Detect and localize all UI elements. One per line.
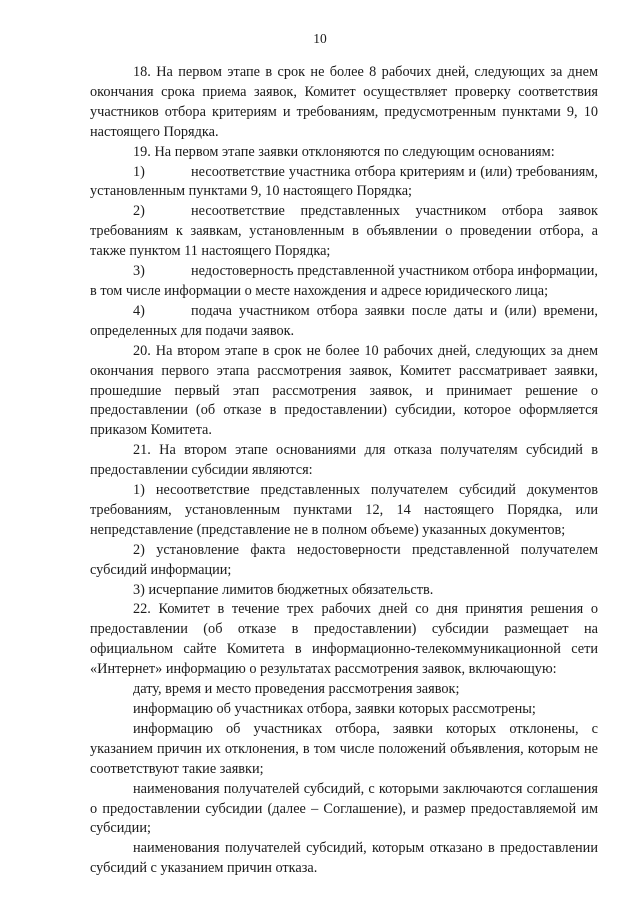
paragraph-22: 22. Комитет в течение трех рабочих дней со дня принятия решения о предоставлении (об отказе в предоставлении) субсидии размещает на официальном сайте Комитета в информационно-телекоммуникационной сети «Интернет» информацию о результатах рассмотрения заявок, включающую: [90, 601, 598, 678]
p22-item-2: информацию об участниках отбора, заявки которых рассмотрены; [133, 701, 536, 717]
page-number: 10 [313, 31, 327, 46]
p22-item-5: наименования получателей субсидий, которым отказано в предоставлении субсидий с указанием причин отказа. [90, 840, 598, 877]
p19-item-3-first-line: недостоверность представленной участником отбора информации, [191, 263, 598, 280]
p19-item-1-marker: 1) [133, 163, 145, 180]
p19-item-1-rest: установленным пунктами 9, 10 настоящего Порядка; [90, 183, 413, 200]
p19-item-4 [90, 302, 598, 342]
p19-item-3-rest: в том числе информации о месте нахождения и адресе юридического лица; [90, 282, 549, 299]
paragraph-20: 20. На втором этапе в срок не более 10 рабочих дней, следующих за днем окончания первого этапа рассмотрения заявок, Комитет рассматривает заявки, прошедшие первый этап рассмотрения заявок, и принимает решение о предоставлении (об отказе в предоставлении) субсидии, которое оформляется приказом Комитета. [90, 342, 598, 439]
p19-item-3-marker: 3) [133, 263, 145, 280]
p21-item-1: 1) несоответствие представленных получателем субсидий документов требованиям, установленным пунктами 12, 14 настоящего Порядка, или непредставление (представление не в полном объеме) указанных документов; [90, 482, 598, 538]
p19-item-4-marker: 4) [133, 302, 145, 319]
p19-item-1-first-line: несоответствие участника отбора критериям и (или) требованиям, [191, 163, 598, 180]
p19-item-4-first-line: подача участником отбора заявки после даты и (или) времени, [191, 302, 598, 319]
p22-item-1: дату, время и место проведения рассмотрения заявок; [133, 681, 460, 698]
p21-item-2: 2) установление факта недостоверности представленной получателем субсидий информации; [90, 541, 598, 578]
paragraph-18: 18. На первом этапе в срок не более 8 рабочих дней, следующих за днем окончания срока приема заявок, Комитет осуществляет проверку соответствия участников отбора критериям и требованиям, предусмотренным пунктами 9, 10 настоящего Порядка. [90, 64, 598, 140]
p19-item-4-rest: определенных для подачи заявок. [90, 322, 295, 339]
paragraph-19: 19. На первом этапе заявки отклоняются по следующим основаниям: [133, 143, 555, 160]
document-body [90, 63, 598, 879]
p19-item-2 [90, 202, 598, 262]
p22-item-4: наименования получателей субсидий, с которыми заключаются соглашения о предоставлении субсидии (далее – Соглашение), и размер предоставляемой им субсидии; [90, 780, 598, 837]
paragraph-21: 21. На втором этапе основаниями для отказа получателям субсидий в предоставлении субсидии являются: [90, 442, 598, 479]
p19-item-1 [90, 163, 598, 203]
p19-item-3 [90, 262, 598, 302]
p19-item-2-rest: требованиям к заявкам, установленным в объявлении о проведении отбора, а также пунктом 11 настоящего Порядка; [90, 223, 598, 260]
p19-item-2-first-line: несоответствие представленных участником отбора заявок [191, 203, 598, 220]
p21-item-3: 3) исчерпание лимитов бюджетных обязательств. [133, 581, 434, 598]
p19-item-2-marker: 2) [133, 203, 145, 220]
p22-item-3: информацию об участниках отбора, заявки которых отклонены, с указанием причин их отклонения, в том числе положений объявления, которым не соответствуют такие заявки; [90, 720, 598, 777]
